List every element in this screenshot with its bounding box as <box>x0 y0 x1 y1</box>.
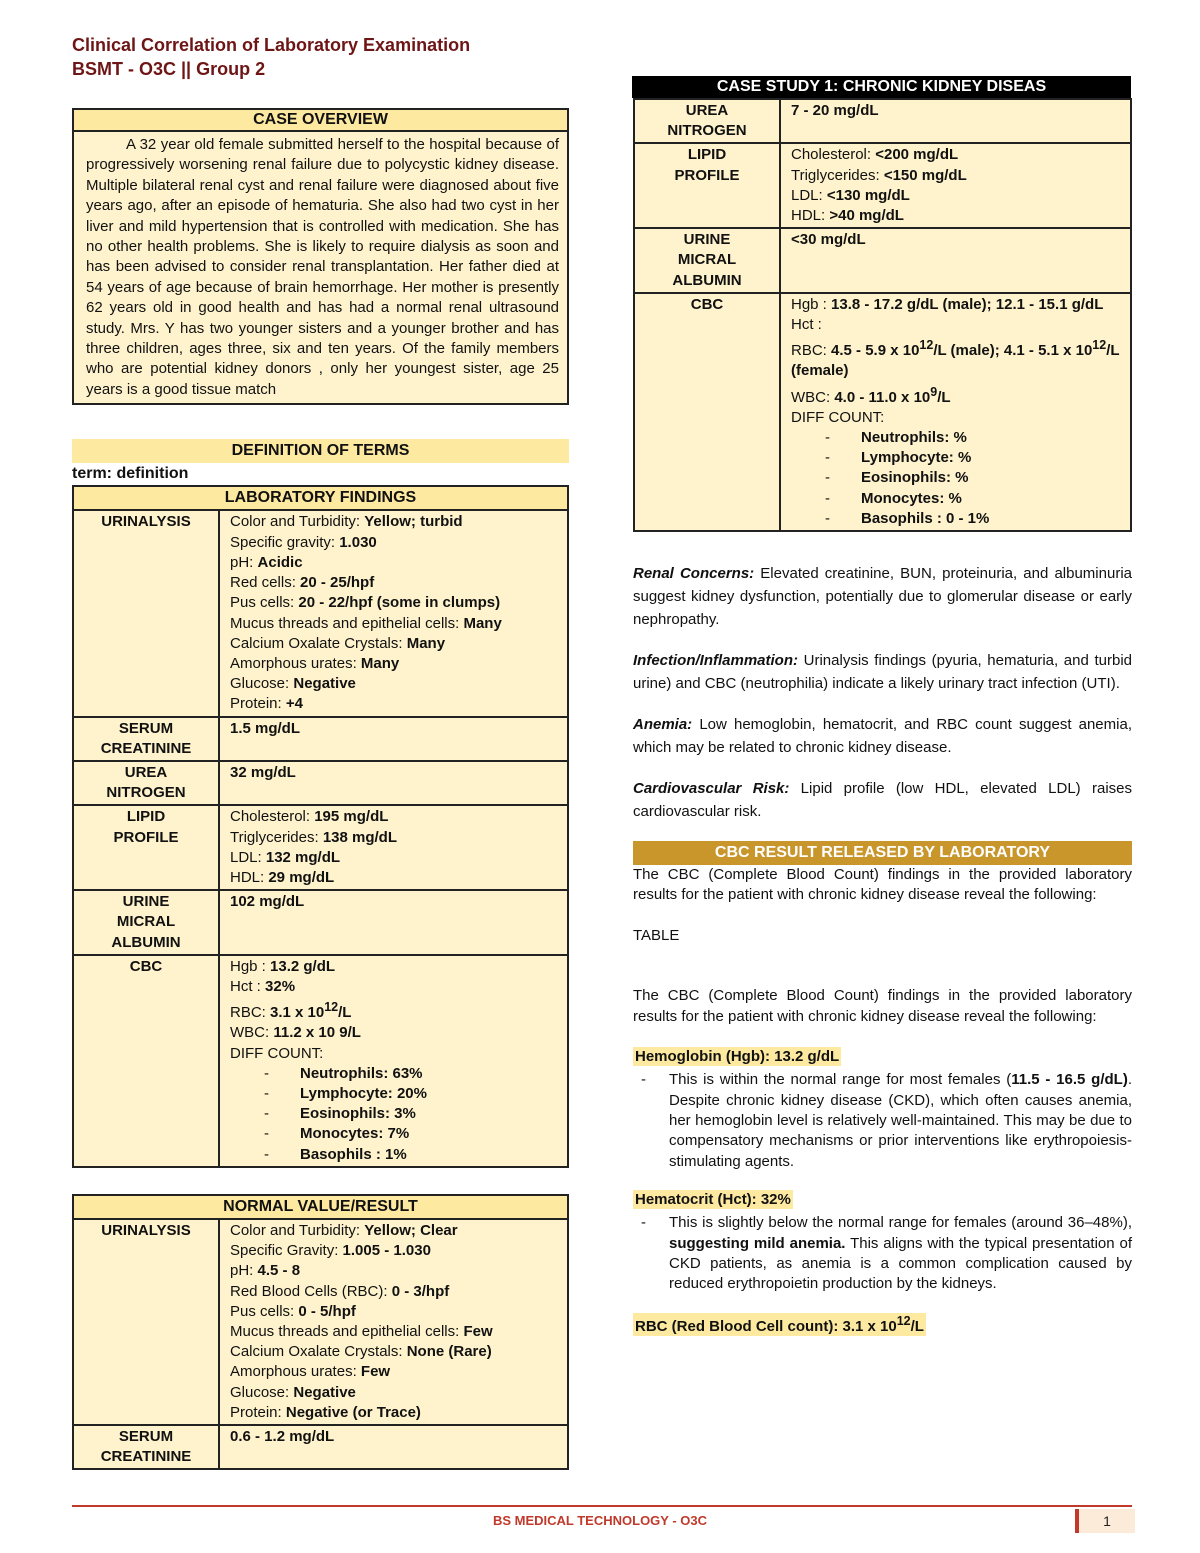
hematocrit-bullet: - This is slightly below the normal range for females (around 36–48%), suggesting mild anemia. This aligns with the typical presentation of CKD patients, as anemia is a common complication caused by reduced erythropoietin production by the kidneys. <box>641 1214 1132 1293</box>
table-row <box>634 99 1131 143</box>
case-lipid-values: Cholesterol: <200 mg/dL Triglycerides: <150 mg/dL LDL: <130 mg/dL HDL: >40 mg/dL <box>780 143 1131 228</box>
concern-anemia: Anemia: Low hemoglobin, hematocrit, and RBC count suggest anemia, which may be related to chronic kidney disease. <box>633 716 1132 757</box>
row-label: URINE MICRAL ALBUMIN <box>634 228 780 293</box>
hematocrit-title: Hematocrit (Hct): 32% <box>635 1191 791 1209</box>
table-row <box>634 143 1131 228</box>
right-column <box>633 76 1132 1336</box>
cbc-intro: The CBC (Complete Blood Count) findings in the provided laboratory results for the patient with chronic kidney disease reveal the following: <box>633 866 1132 904</box>
hematocrit-section <box>633 1190 1132 1295</box>
clinical-concerns <box>633 562 1132 823</box>
hemoglobin-section <box>633 1047 1132 1172</box>
table-row <box>73 510 568 716</box>
row-label: LIPID PROFILE <box>73 805 219 890</box>
concern-renal: Renal Concerns: Elevated creatinine, BUN, proteinuria, and albuminuria suggest kidney dysfunction, potentially due to glomerular disease or early nephropathy. <box>633 565 1132 629</box>
footer-divider <box>72 1505 1132 1507</box>
cbc-result-heading: CBC RESULT RELEASED BY LABORATORY <box>633 841 1132 865</box>
table-row <box>73 955 568 1167</box>
table-row <box>73 1425 568 1469</box>
case-study-heading: CASE STUDY 1: CHRONIC KIDNEY DISEAS <box>632 76 1131 98</box>
document-header <box>72 33 470 81</box>
case-micral-value: <30 mg/dL <box>780 228 1131 293</box>
table-row <box>73 805 568 890</box>
case-study-table <box>633 98 1132 532</box>
table-row <box>73 761 568 805</box>
footer-text: BS MEDICAL TECHNOLOGY - O3C <box>492 1513 708 1528</box>
case-overview-heading: CASE OVERVIEW <box>72 108 569 132</box>
case-cbc-values: Hgb : 13.8 - 17.2 g/dL (male); 12.1 - 15.1 g/dL Hct : RBC: 4.5 - 5.9 x $10^{12}/L$ (male); 4.1 - 5.1 x $10^{12}/L$ (female) WBC: 4.0 - 11.0 x $10^9/L$ DIFF COUNT: - Neutrophils: % - Lymphocyte: % - Eosinophils: % - Monocytes: % - Basophils : 0 - 1% <box>780 293 1131 531</box>
row-label: LIPID PROFILE <box>634 143 780 228</box>
row-label: URINALYSIS <box>73 1219 219 1425</box>
laboratory-findings-table <box>72 485 569 1168</box>
concern-cardiovascular: Cardiovascular Risk: Lipid profile (low HDL, elevated LDL) raises cardiovascular risk. <box>633 780 1132 821</box>
case-overview-box <box>72 132 569 405</box>
rbc-title: RBC (Red Blood Cell count): 3.1 x $10^{12}/L$ <box>635 1313 924 1335</box>
document-subtitle: BSMT - O3C || Group 2 <box>72 59 266 79</box>
row-label: SERUM CREATININE <box>73 717 219 761</box>
row-label: URINE MICRAL ALBUMIN <box>73 890 219 955</box>
table-placeholder: TABLE <box>633 926 680 944</box>
table-row <box>634 293 1131 531</box>
row-label: URINALYSIS <box>73 510 219 716</box>
page-number: 1 <box>1075 1509 1135 1533</box>
normal-creatinine-value: 0.6 - 1.2 mg/dL <box>219 1425 568 1469</box>
concern-infection: Infection/Inflammation: Urinalysis findings (pyuria, hematuria, and turbid urine) and CBC (neutrophilia) indicate a likely urinary tract infection (UTI). <box>633 652 1132 693</box>
urinalysis-values: Color and Turbidity: Yellow; turbid Specific gravity: 1.030 pH: Acidic Red cells: 20 - 25/hpf Pus cells: 20 - 22/hpf (some in clumps) Mucus threads and epithelial cells: Many Calcium Oxalate Crystals: Many Amorphous urates: Many Glucose: Negative Protein: +4 <box>219 510 568 716</box>
row-label: SERUM CREATININE <box>73 1425 219 1469</box>
cbc-intro-repeat: The CBC (Complete Blood Count) findings in the provided laboratory results for the patient with chronic kidney disease reveal the following: <box>633 987 1132 1025</box>
table-row <box>73 717 568 761</box>
normal-urinalysis-values: Color and Turbidity: Yellow; Clear Specific Gravity: 1.005 - 1.030 pH: 4.5 - 8 Red Blood Cells (RBC): 0 - 3/hpf Pus cells: 0 - 5/hpf Mucus threads and epithelial cells: Few Calcium Oxalate Crystals: None (Rare) Amorphous urates: Few Glucose: Negative Protein: Negative (or Trace) <box>219 1219 568 1425</box>
laboratory-findings-heading: LABORATORY FINDINGS <box>73 486 568 510</box>
table-row <box>73 890 568 955</box>
definition-of-terms-heading: DEFINITION OF TERMS <box>72 439 569 463</box>
case-urea-value: 7 - 20 mg/dL <box>780 99 1131 143</box>
left-column <box>72 108 569 1470</box>
normal-value-table <box>72 1194 569 1471</box>
hemoglobin-title: Hemoglobin (Hgb): 13.2 g/dL <box>635 1048 840 1066</box>
document-title: Clinical Correlation of Laboratory Examination <box>72 35 471 55</box>
rbc-section <box>633 1313 1132 1336</box>
case-overview-text: A 32 year old female submitted herself to the hospital because of progressively worsening renal failure due to polycystic kidney disease. Multiple bilateral renal cyst and renal failure were diagnosed about five years ago, after an episode of hematuria. She also had two cyst in her liver and mild hypertension that is controlled with medication. She has no other health problems. She is likely to require dialysis as soon and has been advised to consider renal transplantation. Her father died at 54 years of age because of brain hemorrhage. Her mother is presently 62 years old in good health and has had a normal renal ultrasound study. Mrs. Y has two younger sisters and a younger brother and has three children, ages three, six and ten years. Of the family members who are potential kidney donors , only her youngest sister, age 25 years is a good tissue match <box>86 136 559 398</box>
normal-value-heading: NORMAL VALUE/RESULT <box>73 1195 568 1219</box>
row-label: UREA NITROGEN <box>73 761 219 805</box>
table-row <box>73 1219 568 1425</box>
row-label: CBC <box>634 293 780 531</box>
table-row <box>634 228 1131 293</box>
lipid-profile-values: Cholesterol: 195 mg/dL Triglycerides: 138 mg/dL LDL: 132 mg/dL HDL: 29 mg/dL <box>219 805 568 890</box>
serum-creatinine-value: 1.5 mg/dL <box>219 717 568 761</box>
urine-micral-value: 102 mg/dL <box>219 890 568 955</box>
urea-nitrogen-value: 32 mg/dL <box>219 761 568 805</box>
cbc-values: Hgb : 13.2 g/dL Hct : 32% RBC: 3.1 x $10^{12}/L$ WBC: 11.2 x 10 9/L DIFF COUNT: - Neutrophils: 63% - Lymphocyte: 20% - Eosinophils: 3% - Monocytes: 7% - Basophils : 1% <box>219 955 568 1167</box>
row-label: UREA NITROGEN <box>634 99 780 143</box>
hemoglobin-bullet: - This is within the normal range for most females (11.5 - 16.5 g/dL). Despite chronic kidney disease (CKD), which often causes anemia, her hemoglobin level is relatively well-maintained. This may be due to compensatory mechanisms or prior interventions like erythropoiesis-stimulating agents. <box>641 1071 1132 1170</box>
row-label: CBC <box>73 955 219 1167</box>
term-definition-label: term: definition <box>72 465 189 483</box>
